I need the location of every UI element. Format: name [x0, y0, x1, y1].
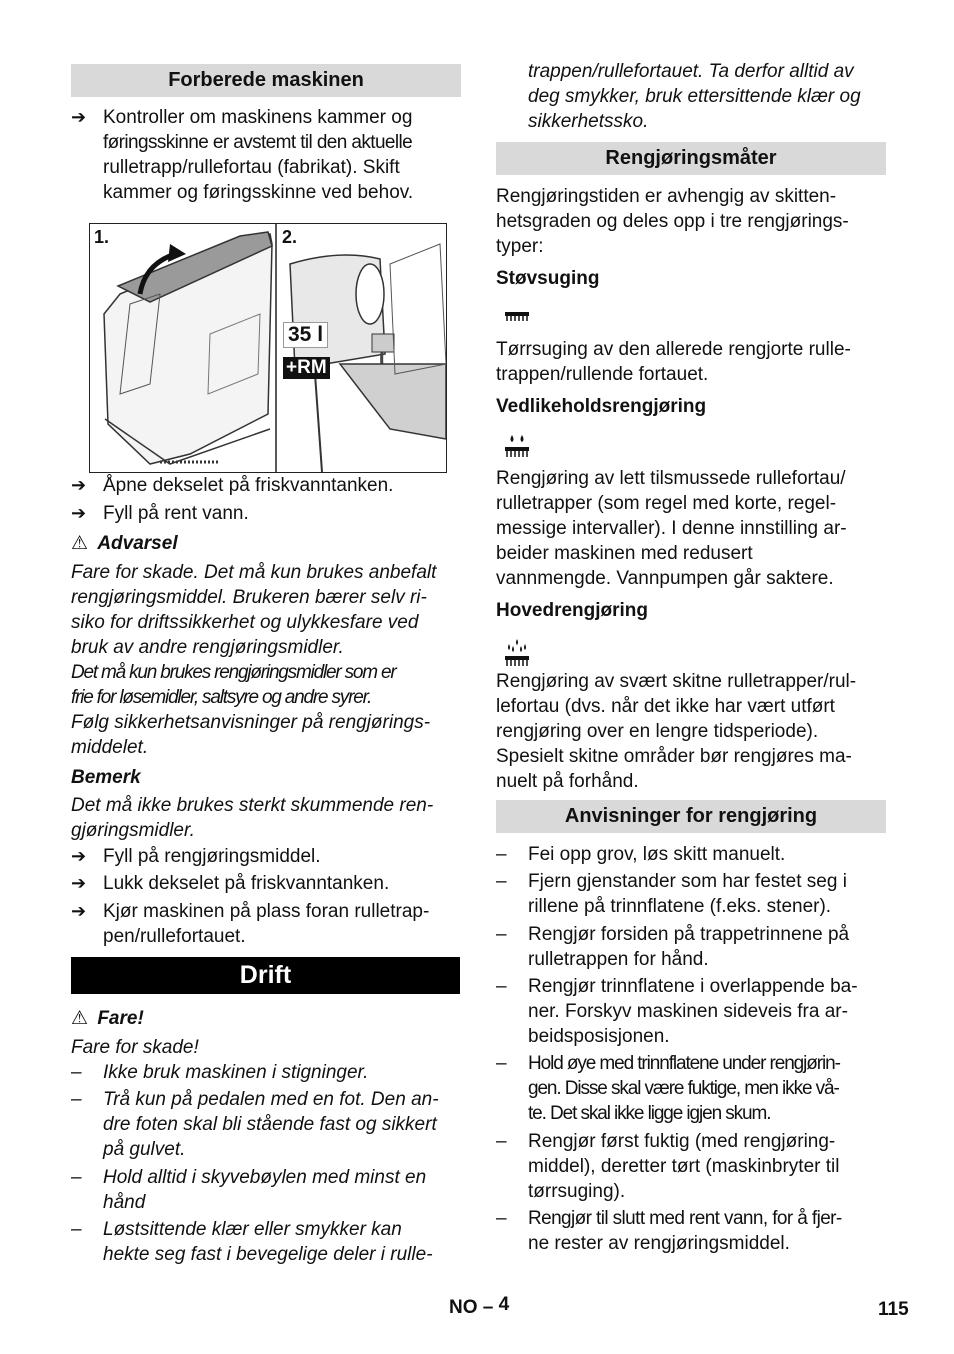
text-line: lefortau (dvs. når det ikke har vært utført	[496, 696, 835, 717]
text-line: vannmengde. Vannpumpen går saktere.	[496, 568, 834, 589]
figure-label-1: 1.	[94, 227, 110, 247]
list-item	[496, 1129, 886, 1204]
arrow-icon: ➔	[71, 901, 87, 921]
list-item	[71, 1087, 461, 1162]
dash-bullet: –	[71, 1167, 82, 1188]
text-line: trappen/rullende fortauet.	[496, 364, 709, 385]
footer-lang: NO	[449, 1297, 478, 1318]
list-item	[496, 922, 886, 972]
text-line: frie for løsemidler, saltsyre og andre syrer.	[71, 687, 372, 708]
text-line: typer:	[496, 236, 544, 257]
text-line: Fare for skade. Det må kun brukes anbefalt	[71, 562, 437, 583]
dash-bullet: –	[496, 924, 507, 945]
step-check-comb	[71, 105, 461, 205]
text-line: pen/rullefortauet.	[103, 926, 246, 947]
text-line: tørrsuging).	[528, 1181, 626, 1202]
mode-main-title: Hovedrengjøring	[496, 600, 649, 621]
machine-drawing	[90, 224, 446, 472]
footer-separator: –	[482, 1297, 494, 1318]
arrow-icon: ➔	[71, 107, 87, 127]
dash-bullet: –	[71, 1089, 82, 1110]
dash-bullet: –	[71, 1219, 82, 1240]
list-item	[496, 842, 886, 867]
text-line: beidsposisjonen.	[528, 1026, 670, 1047]
text-line: sikkerhetssko.	[528, 111, 649, 132]
brush-many-drops-icon	[505, 638, 529, 668]
text-line: Rengjør trinnflatene i overlappende ba-	[528, 976, 858, 997]
text-line: Det må kun brukes rengjøringsmidler som er	[71, 662, 396, 683]
text-line: Hold alltid i skyvebøylen med minst en	[103, 1167, 427, 1188]
text-line: te. Det skal ikke ligge igjen skum.	[528, 1103, 771, 1124]
mode-maintenance-text	[496, 466, 886, 591]
text-line: Ikke bruk maskinen i stigninger.	[103, 1062, 369, 1083]
step-open-lid	[71, 473, 461, 498]
text-line: rulletrapp/rullefortau (fabrikat). Skift	[103, 157, 400, 178]
text-line: Det må ikke brukes sterkt skummende ren-	[71, 795, 434, 816]
section-heading-cleaning-instructions: Anvisninger for rengjøring	[496, 800, 886, 833]
text-line: Rengjøringstiden er avhengig av skitten-	[496, 186, 837, 207]
text-line: kammer og føringsskinne ved behov.	[103, 182, 414, 203]
footer-subpage: 4	[498, 1294, 510, 1315]
text-line: siko for driftssikkerhet og ulykkesfare ved	[71, 612, 419, 633]
text-line: bruk av andre rengjøringsmidler.	[71, 637, 344, 658]
step-fill-detergent	[71, 844, 461, 869]
text-line: Fjern gjenstander som har festet seg i	[528, 871, 847, 892]
text-line: hetsgraden og deles opp i tre rengjørings-	[496, 211, 849, 232]
text-line: Rengjør forsiden på trappetrinnene på	[528, 924, 850, 945]
volume-label: 35 l	[283, 322, 328, 348]
dash-bullet: –	[71, 1062, 82, 1083]
note-title: Bemerk	[71, 767, 141, 788]
text-line: messige intervaller). I denne innstilling ar-	[496, 518, 847, 539]
text-line: på gulvet.	[103, 1139, 186, 1160]
footer-language-page	[449, 1294, 510, 1319]
text-line: Rengjør først fuktig (med rengjøring-	[528, 1131, 836, 1152]
text-line: Åpne dekselet på friskvanntanken.	[103, 475, 394, 496]
list-item	[71, 1217, 461, 1267]
list-item	[496, 869, 886, 919]
text-line: rengjøringsmiddel. Brukeren bærer selv ri-	[71, 587, 427, 608]
page-number: 115	[878, 1299, 909, 1320]
list-item	[71, 1060, 461, 1085]
dash-bullet: –	[496, 844, 507, 865]
warning-title	[71, 531, 178, 556]
text-line: føringsskinne er avstemt til den aktuelle	[103, 132, 413, 153]
danger-title-text: Fare!	[97, 1008, 144, 1029]
text-line: trappen/rullefortauet. Ta derfor alltid av	[528, 61, 854, 82]
list-item	[496, 974, 886, 1049]
text-line: Løstsittende klær eller smykker kan	[103, 1219, 402, 1240]
machine-illustration	[89, 223, 447, 473]
step-fill-water	[71, 501, 461, 526]
text-line: Fyll på rengjøringsmiddel.	[103, 846, 321, 867]
list-item	[71, 1165, 461, 1215]
step-close-lid	[71, 871, 461, 896]
arrow-icon: ➔	[71, 503, 87, 523]
text-line: Spesielt skitne områder bør rengjøres ma-	[496, 746, 852, 767]
dash-bullet: –	[496, 976, 507, 997]
arrow-icon: ➔	[71, 475, 87, 495]
text-line: Hold øye med trinnflatene under rengjørin-	[528, 1053, 840, 1074]
list-item	[496, 1206, 886, 1256]
text-line: middelet.	[71, 737, 149, 758]
arrow-icon: ➔	[71, 873, 87, 893]
text-line: Trå kun på pedalen med en fot. Den an-	[103, 1089, 439, 1110]
arrow-icon: ➔	[71, 846, 87, 866]
dash-bullet: –	[496, 1208, 507, 1229]
text-line: gjøringsmidler.	[71, 820, 195, 841]
warning-text	[71, 560, 461, 760]
text-line: beider maskinen med redusert	[496, 543, 753, 564]
text-line: Kontroller om maskinens kammer og	[103, 107, 413, 128]
text-line: hånd	[103, 1192, 146, 1213]
text-line: Fei opp grov, løs skitt manuelt.	[528, 844, 786, 865]
text-line: Rengjør til slutt med rent vann, for å fjer-	[528, 1208, 842, 1229]
warning-triangle-icon: ⚠	[71, 1008, 89, 1029]
mode-main-text	[496, 669, 886, 794]
text-line: gen. Disse skal være fuktige, men ikke vå-	[528, 1078, 839, 1099]
mode-vacuum-text	[496, 337, 886, 387]
text-line: Følg sikkerhetsanvisninger på rengjørings-	[71, 712, 431, 733]
section-heading-operation: Drift	[71, 957, 460, 994]
text-line: rulletrappen for hånd.	[528, 949, 709, 970]
dash-bullet: –	[496, 1131, 507, 1152]
text-line: rillene på trinnflatene (f.eks. stener).	[528, 896, 832, 917]
figure-label-2: 2.	[282, 227, 298, 247]
list-item	[496, 1051, 886, 1126]
text-line: Rengjøring av lett tilsmussede rullefortau/	[496, 468, 846, 489]
dash-bullet: –	[496, 1053, 506, 1074]
text-line: Kjør maskinen på plass foran rulletrap-	[103, 901, 430, 922]
warning-triangle-icon: ⚠	[71, 533, 89, 554]
text-line: nuelt på forhånd.	[496, 771, 639, 792]
text-line: Tørrsuging av den allerede rengjorte rulle-	[496, 339, 851, 360]
danger-text: Fare for skade!	[71, 1037, 199, 1058]
text-line: deg smykker, bruk ettersittende klær og	[528, 86, 861, 107]
mode-maintenance-title: Vedlikeholdsrengjøring	[496, 396, 707, 417]
text-line: hekte seg fast i bevegelige deler i rulle-	[103, 1244, 433, 1265]
text-line: Rengjøring av svært skitne rulletrapper/rul-	[496, 671, 857, 692]
mode-vacuum-title: Støvsuging	[496, 268, 600, 289]
text-line: ner. Forskyv maskinen sideveis fra ar-	[528, 1001, 848, 1022]
danger-title	[71, 1006, 144, 1031]
note-text	[71, 793, 461, 843]
text-line: Fyll på rent vann.	[103, 503, 249, 524]
dash-bullet: –	[496, 871, 507, 892]
text-line: ne rester av rengjøringsmiddel.	[528, 1233, 790, 1254]
text-line: rulletrapper (som regel med korte, regel-	[496, 493, 837, 514]
text-line: middel), deretter tørt (maskinbryter til	[528, 1156, 840, 1177]
cleaning-intro	[496, 184, 886, 259]
section-heading-prepare: Forberede maskinen	[71, 64, 461, 97]
text-line: rengjøring over en lengre tidsperiode).	[496, 721, 819, 742]
rm-label: +RM	[283, 357, 330, 379]
step-position-machine	[71, 899, 461, 949]
brush-two-drops-icon	[505, 433, 529, 459]
danger-continued	[528, 59, 888, 134]
brush-icon	[505, 310, 529, 322]
text-line: dre foten skal bli stående fast og sikkert	[103, 1114, 437, 1135]
section-heading-cleaning-modes: Rengjøringsmåter	[496, 142, 886, 175]
text-line: Lukk dekselet på friskvanntanken.	[103, 873, 390, 894]
warning-title-text: Advarsel	[97, 533, 178, 554]
